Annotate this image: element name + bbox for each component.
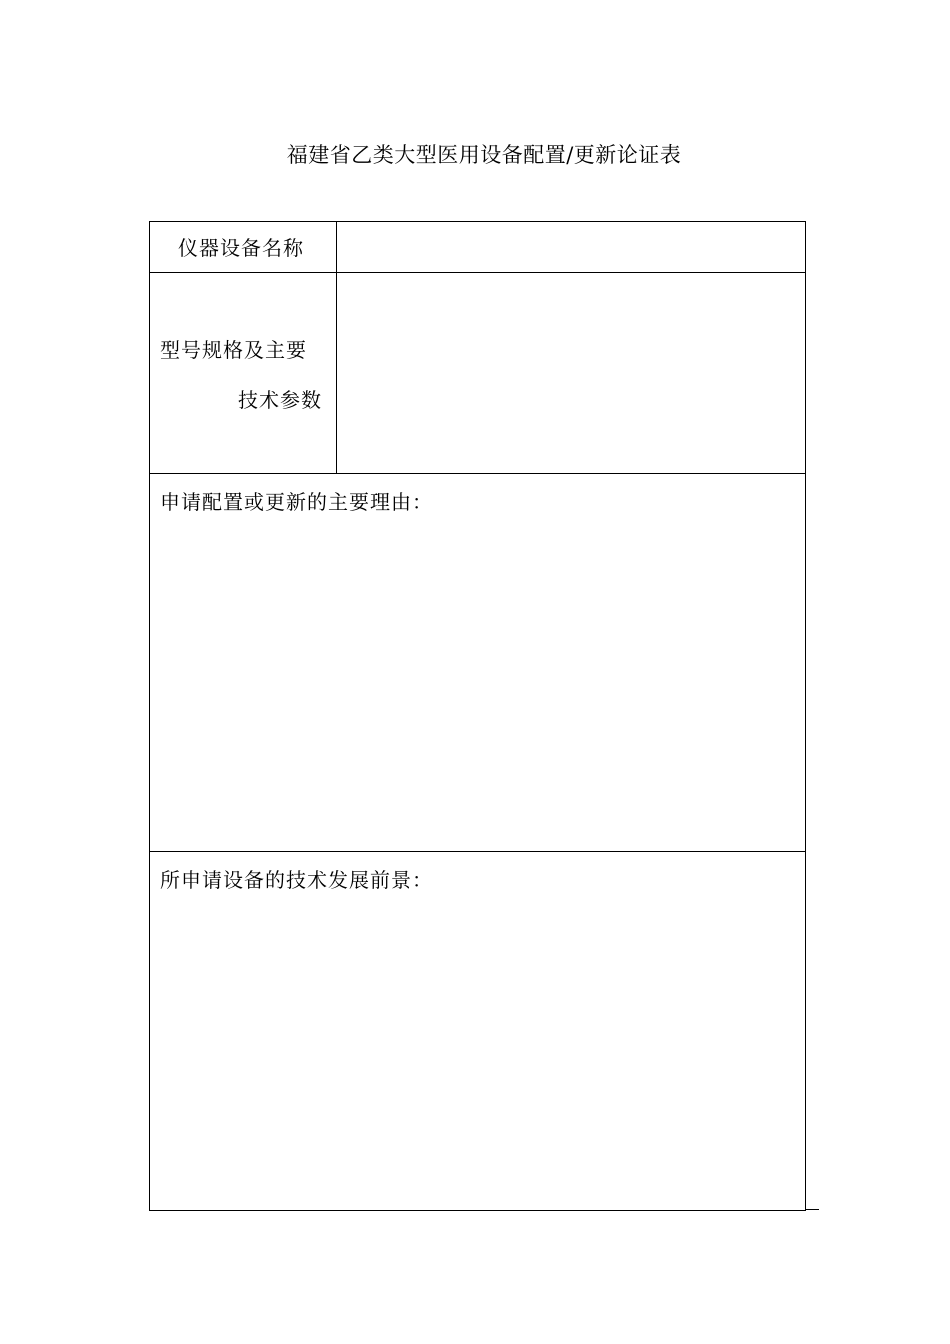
table-tail-mark <box>806 1209 819 1210</box>
prospect-label: 所申请设备的技术发展前景： <box>160 868 433 892</box>
spec-label-line1: 型号规格及主要 <box>160 338 307 362</box>
spec-label-line2: 技术参数 <box>238 388 322 412</box>
spec-field[interactable] <box>350 286 790 456</box>
prospect-field[interactable] <box>160 902 790 1192</box>
form-table <box>149 221 806 1211</box>
equipment-name-label: 仪器设备名称 <box>178 236 304 260</box>
row-divider <box>150 851 805 852</box>
reason-field[interactable] <box>160 522 790 832</box>
row-divider <box>150 473 805 474</box>
page-title: 福建省乙类大型医用设备配置/更新论证表 <box>286 143 682 167</box>
reason-label: 申请配置或更新的主要理由： <box>160 490 433 514</box>
row-divider <box>150 272 805 273</box>
equipment-name-field[interactable] <box>350 234 790 262</box>
column-divider <box>336 222 337 474</box>
